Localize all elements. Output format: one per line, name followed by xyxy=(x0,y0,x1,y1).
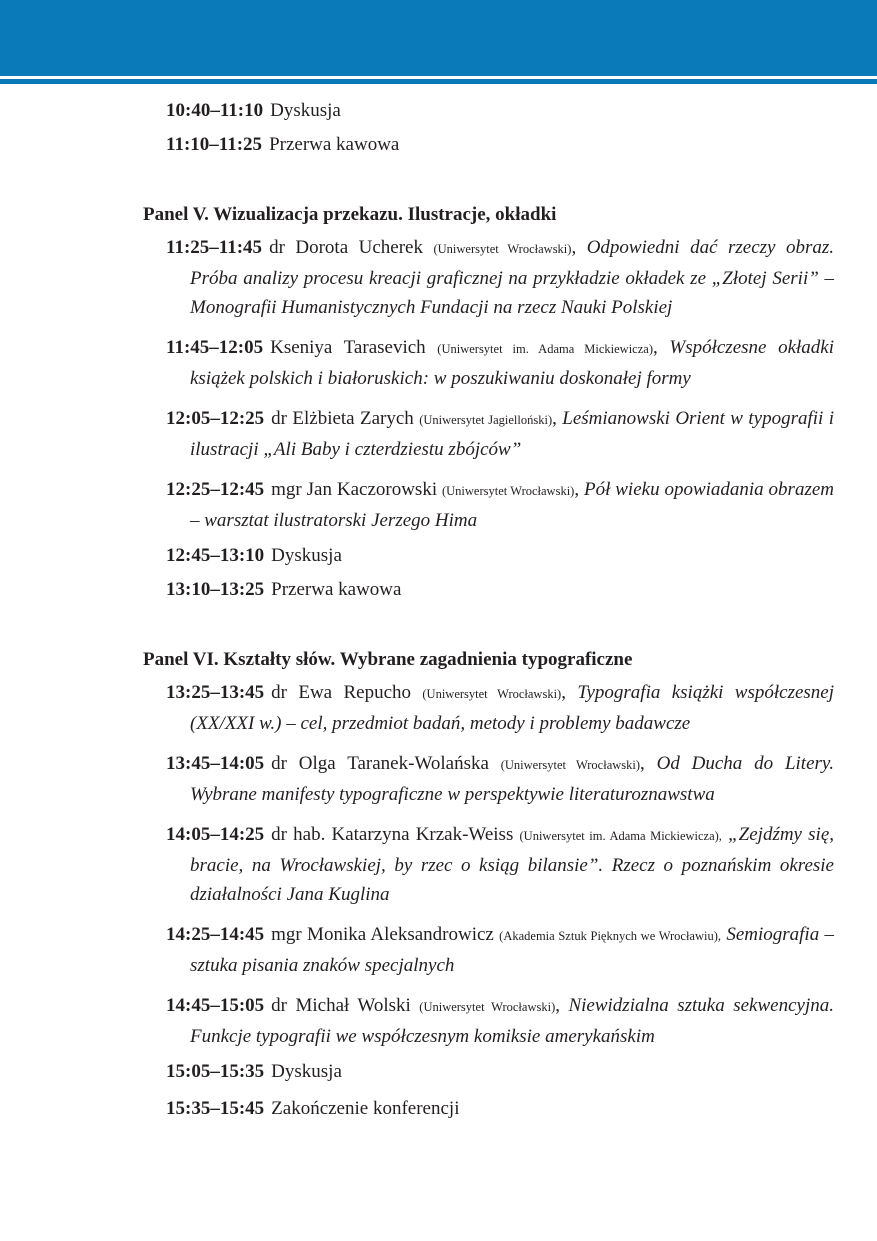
talk-title: Od Ducha do Litery. Wybrane manifesty typograficzne w perspektywie literaturoznawstwa xyxy=(190,753,835,805)
program-content xyxy=(0,98,877,1122)
time-range: 13:45–14:05 xyxy=(166,753,265,774)
header-band xyxy=(0,0,877,76)
talk-title: Typografia książki współczesnej (XX/XXI w.) – cel, przedmiot badań, metody i problemy badawcze xyxy=(190,682,834,734)
affiliation: (Uniwersytet im. Adama Mickiewicza), xyxy=(519,829,722,843)
affiliation: (Uniwersytet Wrocławski) xyxy=(441,484,575,498)
talk-entry: 12:05–12:25 dr Elżbieta Zarych (Uniwersytet Jagielloński), Leśmianowski Orient w typografii i ilustracji „Ali Baby i czterdziestu zbójców” xyxy=(166,408,834,460)
time-range: 11:10–11:25 xyxy=(166,134,263,155)
time-range: 11:25–11:45 xyxy=(166,237,263,258)
speaker-name: dr hab. Katarzyna Krzak-Weiss xyxy=(271,824,514,845)
item-label: Przerwa kawowa xyxy=(269,134,400,155)
talk-entry xyxy=(166,820,834,909)
talk-entry: 14:45–15:05 dr Michał Wolski (Uniwersytet Wrocławski), Niewidzialna sztuka sekwencyjna. Funkcje typografii we współczesnym komiksie amerykańskim xyxy=(166,995,834,1047)
affiliation: (Uniwersytet Wrocławski) xyxy=(422,687,562,701)
time-range: 14:25–14:45 xyxy=(166,924,265,945)
talk-entry: 11:45–12:05 Kseniya Tarasevich (Uniwersytet im. Adama Mickiewicza), Współczesne okładki książek polskich i białoruskich: w poszukiwaniu doskonałej formy xyxy=(166,337,835,389)
talk-entry: 13:45–14:05 dr Olga Taranek-Wolańska (Uniwersytet Wrocławski), Od Ducha do Litery. Wybrane manifesty typograficzne w perspektywie literaturoznawstwa xyxy=(166,753,835,805)
schedule-item xyxy=(166,577,806,603)
time-range: 14:05–14:25 xyxy=(166,824,265,845)
schedule-item xyxy=(166,132,806,158)
time-range: 12:05–12:25 xyxy=(166,408,265,429)
speaker-name: dr Dorota Ucherek xyxy=(269,237,423,258)
schedule-item xyxy=(166,98,806,124)
affiliation: (Uniwersytet Jagielloński) xyxy=(419,413,553,427)
speaker-name: dr Olga Taranek-Wolańska xyxy=(271,753,489,774)
talk-title: Współczesne okładki książek polskich i białoruskich: w poszukiwaniu doskonałej formy xyxy=(190,337,835,389)
time-range: 13:10–13:25 xyxy=(166,579,265,600)
talk-title: Semiografia – sztuka pisania znaków specjalnych xyxy=(190,924,834,976)
talk-title: „Zejdźmy się, bracie, na Wrocławskiej, by rzec o ksiąg bilansie”. Rzecz o poznańskim okresie działalności Jana Kuglina xyxy=(190,824,834,905)
speaker-name: mgr Jan Kaczorowski xyxy=(271,479,438,500)
talk-title: Pół wieku opowiadania obrazem – warsztat ilustratorski Jerzego Hima xyxy=(190,479,835,531)
talk-entry: 12:25–12:45 mgr Jan Kaczorowski (Uniwersytet Wrocławski), Pół wieku opowiadania obrazem – warsztat ilustratorski Jerzego Hima xyxy=(166,479,835,531)
talk-title: Leśmianowski Orient w typografii i ilustracji „Ali Baby i czterdziestu zbójców” xyxy=(190,408,834,460)
talk-title: Odpowiedni dać rzeczy obraz. Próba analizy procesu kreacji graficznej na przykładzie okładek ze „Złotej Serii” – Monografii Humanistycznych Fundacji na rzecz Nauki Polskiej xyxy=(190,237,835,318)
schedule-item xyxy=(166,1096,806,1122)
time-range: 11:45–12:05 xyxy=(166,337,264,358)
speaker-name: dr Michał Wolski xyxy=(271,995,411,1016)
item-label: Dyskusja xyxy=(271,1061,342,1082)
time-range: 15:35–15:45 xyxy=(166,1098,265,1119)
item-label: Przerwa kawowa xyxy=(271,579,402,600)
item-label: Zakończenie konferencji xyxy=(271,1098,460,1119)
time-range: 15:05–15:35 xyxy=(166,1061,265,1082)
time-range: 12:25–12:45 xyxy=(166,479,265,500)
time-range: 14:45–15:05 xyxy=(166,995,265,1016)
time-range: 10:40–11:10 xyxy=(166,100,264,121)
affiliation: (Uniwersytet Wrocławski) xyxy=(419,1000,556,1014)
affiliation: (Uniwersytet Wrocławski) xyxy=(433,242,572,256)
speaker-name: mgr Monika Aleksandrowicz xyxy=(271,924,494,945)
speaker-name: dr Ewa Repucho xyxy=(271,682,412,703)
time-range: 12:45–13:10 xyxy=(166,545,265,566)
panel-heading: Panel VI. Kształty słów. Wybrane zagadnienia typograficzne xyxy=(143,649,633,670)
affiliation: (Uniwersytet Wrocławski) xyxy=(500,758,641,772)
talk-entry xyxy=(166,920,834,980)
schedule-item xyxy=(166,543,806,569)
affiliation: (Akademia Sztuk Pięknych we Wrocławiu), xyxy=(499,929,722,943)
time-range: 13:25–13:45 xyxy=(166,682,265,703)
item-label: Dyskusja xyxy=(270,100,341,121)
talk-entry: 11:25–11:45 dr Dorota Ucherek (Uniwersytet Wrocławski), Odpowiedni dać rzeczy obraz. Próba analizy procesu kreacji graficznej na przykładzie okładek ze „Złotej Serii” – Monografii Humanistycznych Fundacji na rzecz Nauki Polskiej xyxy=(166,237,835,318)
item-label: Dyskusja xyxy=(271,545,342,566)
panel-heading: Panel V. Wizualizacja przekazu. Ilustracje, okładki xyxy=(143,204,557,225)
speaker-name: Kseniya Tarasevich xyxy=(270,337,426,358)
talk-entry: 13:25–13:45 dr Ewa Repucho (Uniwersytet Wrocławski), Typografia książki współczesnej (XX/XXI w.) – cel, przedmiot badań, metody i problemy badawcze xyxy=(166,682,834,734)
header-rule xyxy=(0,79,877,84)
schedule-item xyxy=(166,1059,806,1085)
speaker-name: dr Elżbieta Zarych xyxy=(271,408,414,429)
affiliation: (Uniwersytet im. Adama Mickiewicza) xyxy=(437,342,653,356)
talk-title: Niewidzialna sztuka sekwencyjna. Funkcje typografii we współczesnym komiksie amerykańskim xyxy=(190,995,834,1047)
